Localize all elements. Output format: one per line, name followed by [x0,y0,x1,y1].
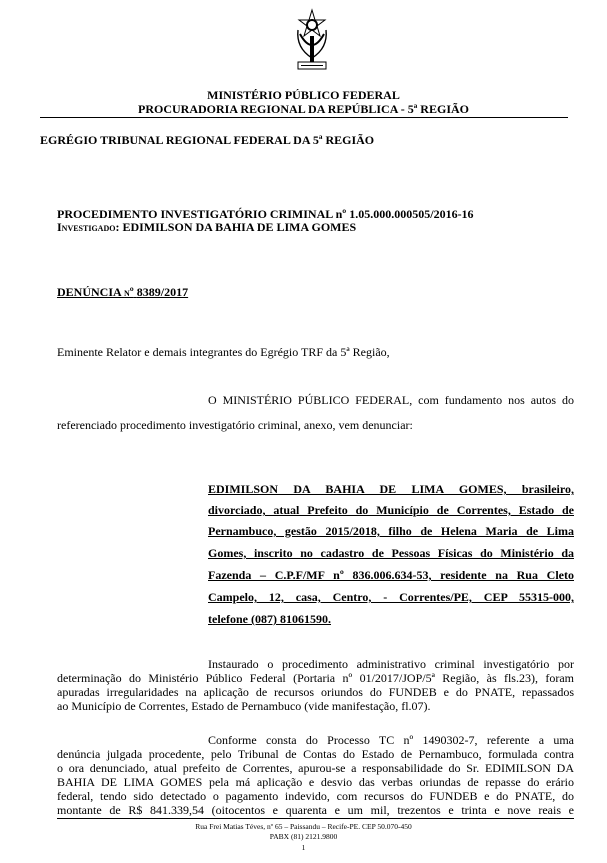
brazil-coat-of-arms-emblem [294,8,330,78]
investigated-label: Investigado: [57,220,120,234]
qualification-line: divorciado, atual Prefeito do Município de Correntes, Estado de [208,503,574,517]
paragraph-2-line: o ora denunciado, atual prefeito de Correntes, apurou-se a responsabilidade do Sr. EDIMILSON DA [57,761,574,775]
paragraph-1-line: ao Município de Correntes, Estado de Pernambuco (vide manifestação, fl.07). [57,699,431,713]
greeting: Eminente Relator e demais integrantes do Egrégio TRF da 5ª Região, [57,345,390,359]
qualification-line: telefone (087) 81061590. [208,612,331,626]
denuncia-number: 8389/2017 [136,285,189,299]
paragraph-1-line: Instaurado o procedimento administrativo criminal investigatório por [208,657,574,671]
intro-line-2: referenciado procedimento investigatório criminal, anexo, vem denunciar: [57,418,413,432]
paragraph-1-line: determinação do Ministério Público Federal (Portaria nº 01/2017/JOP/5ª Região, às fls.23), foram [57,671,574,685]
qualification-line: Pernambuco, gestão 2015/2018, filho de Helena Maria de Lima [208,524,574,538]
institution-name: MINISTÉRIO PÚBLICO FEDERAL [207,88,400,102]
procedure-title: PROCEDIMENTO INVESTIGATÓRIO CRIMINAL nº 1.05.000.000505/2016-16 [57,207,474,221]
header-divider [40,117,568,118]
qualification-line: Campelo, 12, casa, Centro, - Correntes/PE, CEP 55315-000, [208,590,574,604]
denuncia-number-prefix: nº [124,285,134,299]
addressee: EGRÉGIO TRIBUNAL REGIONAL FEDERAL DA 5ª REGIÃO [40,133,375,147]
paragraph-2-line: montante de R$ 841.339,54 (oitocentos e quarenta e um mil, trezentos e trinta e nove reais e [57,803,574,817]
paragraph-2-line: BAHIA DE LIMA GOMES pela má aplicação e desvio das verbas oriundas de repasse do erário [57,775,574,789]
qualification-line: Gomes, inscrito no cadastro de Pessoas Físicas do Ministério da [208,546,574,560]
institution-division: PROCURADORIA REGIONAL DA REPÚBLICA - 5ª REGIÃO [138,102,469,116]
footer-address: Rua Frei Matias Téves, nº 65 – Paissandu – Recife-PE. CEP 50.070-450 [195,822,412,831]
paragraph-1-line: apuradas irregularidades na aplicação de recursos oriundos do FUNDEB e do PNATE, repassados [57,685,574,699]
denuncia-heading [57,285,188,299]
footer-phone: PABX (81) 2121.9800 [269,832,338,841]
investigated-line [57,220,356,234]
footer-divider [57,818,574,819]
paragraph-2-line: denúncia julgada procedente, pelo Tribunal de Contas do Estado de Pernambuco, formulada contra [57,747,574,761]
investigated-name: EDIMILSON DA BAHIA DE LIMA GOMES [122,220,357,234]
denuncia-label: DENÚNCIA [57,285,122,299]
qualification-line: Fazenda – C.P.F/MF nº 836.006.634-53, residente na Rua Cleto [208,568,574,582]
intro-line-1: O MINISTÉRIO PÚBLICO FEDERAL, com fundamento nos autos do [208,393,574,407]
page-number: 1 [301,843,306,852]
paragraph-2-line: federal, tendo sido detectado o pagamento indevido, com recursos do FUNDEB e do PNATE, do [57,789,574,803]
qualification-line: EDIMILSON DA BAHIA DE LIMA GOMES, brasileiro, [208,482,574,496]
paragraph-2-line: Conforme consta do Processo TC nº 1490302-7, referente a uma [208,733,574,747]
